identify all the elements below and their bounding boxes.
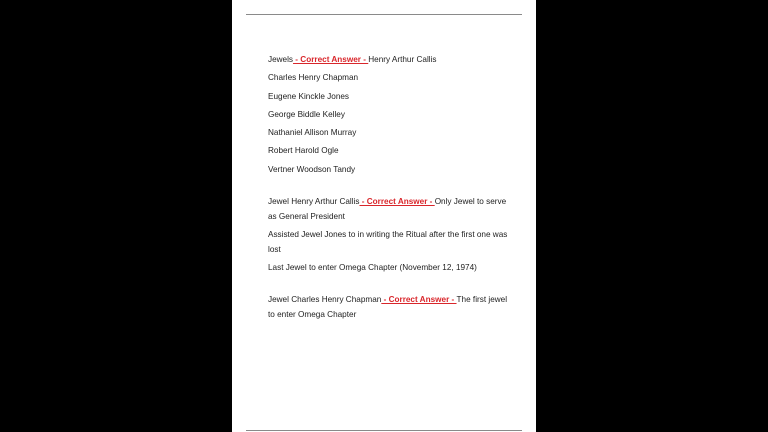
list-item: Charles Henry Chapman: [268, 73, 359, 83]
question-chapman: [268, 293, 514, 322]
list-item: Eugene Kinckle Jones: [268, 91, 350, 101]
top-divider: [246, 14, 522, 15]
answer-text: The first jewel to enter Omega Chapter: [268, 295, 508, 319]
question-text: Jewel Henry Arthur Callis: [268, 197, 360, 207]
answer-detail: Assisted Jewel Jones to in writing the Ritual after the first one was lost: [268, 230, 508, 254]
correct-answer-label: - Correct Answer -: [293, 55, 369, 64]
list-item: Nathaniel Allison Murray: [268, 128, 357, 138]
question-jewels: [268, 53, 514, 67]
question-text: Jewels: [268, 55, 294, 64]
correct-answer-label: - Correct Answer -: [359, 197, 435, 207]
correct-answer-label: - Correct Answer -: [381, 295, 457, 305]
list-item: Robert Harold Ogle: [268, 146, 339, 156]
document-page: [232, 0, 536, 432]
bottom-divider: [246, 430, 522, 431]
spacer: [268, 279, 514, 293]
answer-text: Only Jewel to serve as General President: [268, 197, 507, 221]
list-item: George Biddle Kelley: [268, 109, 345, 119]
document-content: [268, 53, 514, 326]
answer-text: Henry Arthur Callis: [368, 55, 437, 64]
spacer: [268, 181, 514, 195]
question-text: Jewel Charles Henry Chapman: [268, 295, 382, 305]
question-callis: [268, 195, 514, 224]
list-item: Vertner Woodson Tandy: [268, 164, 356, 174]
answer-detail: Last Jewel to enter Omega Chapter (November 12, 1974): [268, 263, 477, 273]
